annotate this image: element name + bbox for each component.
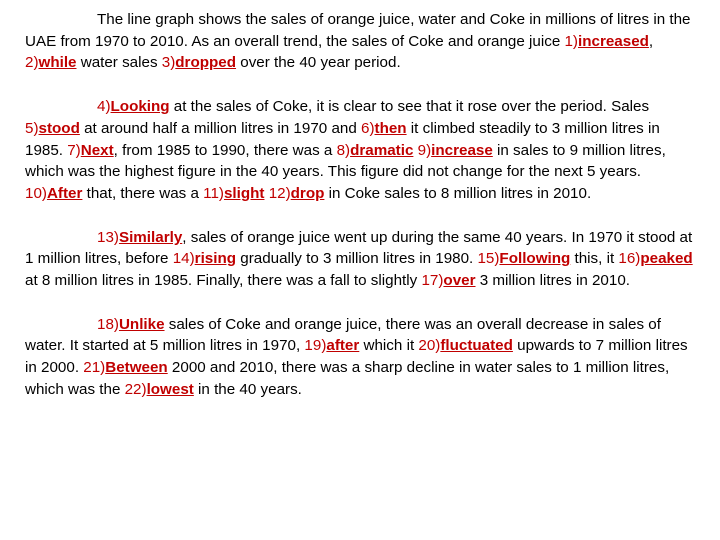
blank-number: 4) (97, 98, 111, 116)
answer-word: after (326, 337, 360, 355)
blank-number: 10) (25, 184, 47, 202)
text-run: water sales (76, 54, 162, 72)
blank-number: 6) (361, 119, 375, 137)
text-run: , (648, 32, 654, 50)
blank-number: 1) (564, 32, 578, 50)
text-run: The line graph shows the sales of orange juice, water and Coke in millions of litres in the UAE from 1970 to 2010. As an overall trend, the sales of Coke and orange juice (25, 11, 691, 50)
answer-word: fluctuated (440, 337, 513, 355)
text-run: 3 million litres in 2010. (475, 272, 630, 290)
text-run: in sales to 9 million litres, which was the highest figure in the 40 years. This figure did not change for the next 5 years. (25, 141, 666, 181)
text-run: gradually to 3 million litres in 1980. (236, 250, 478, 268)
answer-word: over (443, 272, 476, 290)
blank-number: 9) (417, 141, 432, 159)
answer-word: stood (38, 119, 80, 137)
blank-number: 7) (67, 141, 81, 159)
text-run: in Coke sales to 8 million litres in 2010. (324, 184, 592, 202)
answer-word: Unlike (118, 315, 165, 333)
blank-number: 17) (421, 272, 444, 290)
text-run: which it (359, 337, 419, 355)
blank-number: 12) (268, 184, 291, 202)
answer-word: increased (578, 32, 649, 50)
blank-number: 2) (25, 54, 39, 72)
answer-word: Next (80, 141, 114, 159)
paragraph-orange-juice (25, 227, 700, 292)
blank-number: 16) (618, 250, 641, 268)
blank-number: 20) (418, 337, 441, 355)
text-run: in the 40 years. (193, 380, 302, 398)
text-run: 2000 and 2010, there was a sharp decline in water sales to 1 million litres, which was the (25, 359, 670, 398)
paragraph-water (25, 314, 700, 401)
text-run: at around half a million litres in 1970 and (79, 119, 361, 137)
paragraph-overview (25, 9, 700, 74)
text-run: that, there was a (82, 184, 204, 202)
answer-word: After (46, 184, 83, 202)
blank-number: 15) (477, 250, 500, 268)
blank-number: 13) (97, 228, 119, 246)
answer-word: increase (431, 141, 493, 159)
paragraph-coke (25, 96, 700, 205)
text-run: , from 1985 to 1990, there was a (113, 141, 337, 159)
answer-word: drop (290, 184, 325, 202)
answer-word: then (374, 119, 407, 137)
text-run: sales of Coke and orange juice, there was an overall decrease in sales of water. It started at 5 million litres in 1970, (25, 315, 661, 355)
text-run: at the sales of Coke, it is clear to see that it rose over the period. Sales (169, 98, 650, 116)
answer-word: slight (223, 184, 265, 202)
answer-word: while (38, 54, 77, 72)
blank-number: 3) (161, 54, 176, 72)
blank-number: 5) (25, 119, 39, 137)
text-run: over the 40 year period. (236, 54, 401, 72)
answer-word: lowest (146, 380, 194, 398)
answer-word: Looking (110, 98, 170, 116)
text-run: upwards to 7 million litres in 2000. (25, 337, 688, 377)
answer-word: Following (499, 250, 571, 268)
blank-number: 8) (336, 141, 351, 159)
answer-word: rising (194, 250, 237, 268)
text-run: this, it (570, 250, 619, 268)
text-run: at 8 million litres in 1985. Finally, there was a fall to slightly (25, 272, 422, 290)
answer-word: dramatic (350, 141, 414, 159)
blank-number: 14) (172, 250, 195, 268)
text-run: , sales of orange juice went up during the same 40 years. In 1970 it stood at 1 million litres, before (25, 228, 693, 268)
blank-number: 21) (83, 359, 106, 377)
blank-number: 19) (304, 337, 327, 355)
blank-number: 11) (203, 184, 224, 202)
blank-number: 18) (97, 315, 119, 333)
answer-word: dropped (175, 54, 237, 72)
text-run: it climbed steadily to 3 million litres in 1985. (25, 119, 660, 159)
answer-word: Between (105, 359, 168, 377)
blank-number: 22) (124, 380, 147, 398)
answer-word: peaked (640, 250, 693, 268)
answer-word: Similarly (118, 228, 183, 246)
